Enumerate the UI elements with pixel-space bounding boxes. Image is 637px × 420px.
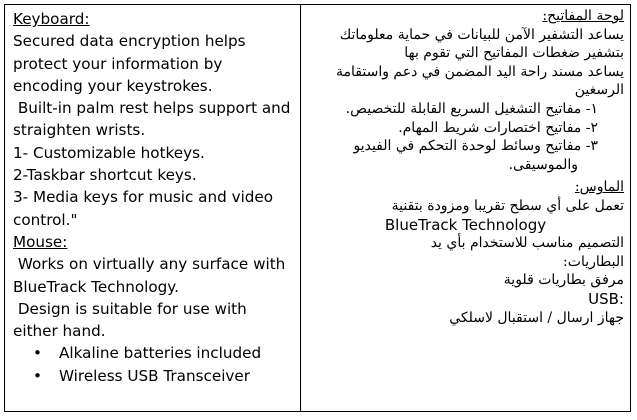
keyboard-heading: Keyboard:	[13, 10, 90, 28]
arabic-keyboard-heading: لوحة المفاتيح:	[542, 8, 624, 24]
keyboard-line: encoding your keystrokes.	[13, 76, 213, 95]
arabic-mouse-heading: الماوس:	[574, 179, 624, 196]
arabic-keyboard-line: يساعد مسند راحة اليد المضمن في دعم واستقامة	[336, 63, 624, 80]
keyboard-line: control."	[13, 210, 78, 229]
keyboard-line: Secured data encryption helps	[13, 32, 246, 51]
usb-heading: USB:	[588, 289, 624, 308]
arabic-numbered-item: والموسيقى.	[508, 156, 578, 173]
arabic-numbered-item: ٣- مفاتيح وسائط لوحدة التحكم في الفيديو	[353, 138, 598, 155]
bluetrack-label: BlueTrack Technology	[384, 215, 547, 234]
keyboard-line: straighten wrists.	[13, 121, 146, 140]
arabic-keyboard-line: يساعد التشفير الآمن للبيانات في حماية معلوماتك	[339, 26, 624, 43]
arabic-numbered-item: ١- مفاتيح التشغيل السريع القابلة للتخصيص.	[345, 100, 598, 117]
arabic-column	[301, 5, 630, 411]
keyboard-line: 3- Media keys for music and video	[13, 188, 274, 207]
keyboard-line: 2-Taskbar shortcut keys.	[13, 166, 197, 185]
mouse-heading: Mouse:	[13, 232, 68, 251]
mouse-line: either hand.	[13, 322, 106, 341]
mouse-line: BlueTrack Technology.	[13, 277, 179, 296]
arabic-mouse-line: التصميم مناسب للاستخدام بأي يد	[430, 235, 624, 252]
keyboard-line: Built-in palm rest helps support and	[13, 99, 291, 118]
mouse-line: Design is suitable for use with	[13, 299, 247, 318]
keyboard-line: protect your information by	[13, 54, 223, 73]
arabic-keyboard-line: بتشفير ضغطات المفاتيح التي تقوم بها	[404, 45, 624, 62]
spec-table	[4, 4, 631, 412]
arabic-usb-line: جهاز ارسال / استقبال لاسلكي	[449, 309, 624, 326]
arabic-batteries-heading: البطاريات:	[563, 253, 624, 270]
feature-bullet-list	[13, 342, 296, 387]
arabic-keyboard-line: الرسغين	[574, 82, 624, 99]
arabic-numbered-item: ٢- مفاتيح اختصارات شريط المهام.	[398, 119, 598, 136]
keyboard-line: 1- Customizable hotkeys.	[13, 143, 205, 162]
mouse-line: Works on virtually any surface with	[13, 255, 286, 274]
bullet-item: • Wireless USB Transceiver	[59, 365, 296, 387]
bullet-item: • Alkaline batteries included	[59, 342, 296, 364]
arabic-mouse-line: تعمل على أي سطح تقريبا ومزودة بتقنية	[391, 197, 624, 214]
english-column	[5, 5, 301, 411]
arabic-batteries-line: مرفق بطاريات قلوية	[503, 272, 624, 289]
